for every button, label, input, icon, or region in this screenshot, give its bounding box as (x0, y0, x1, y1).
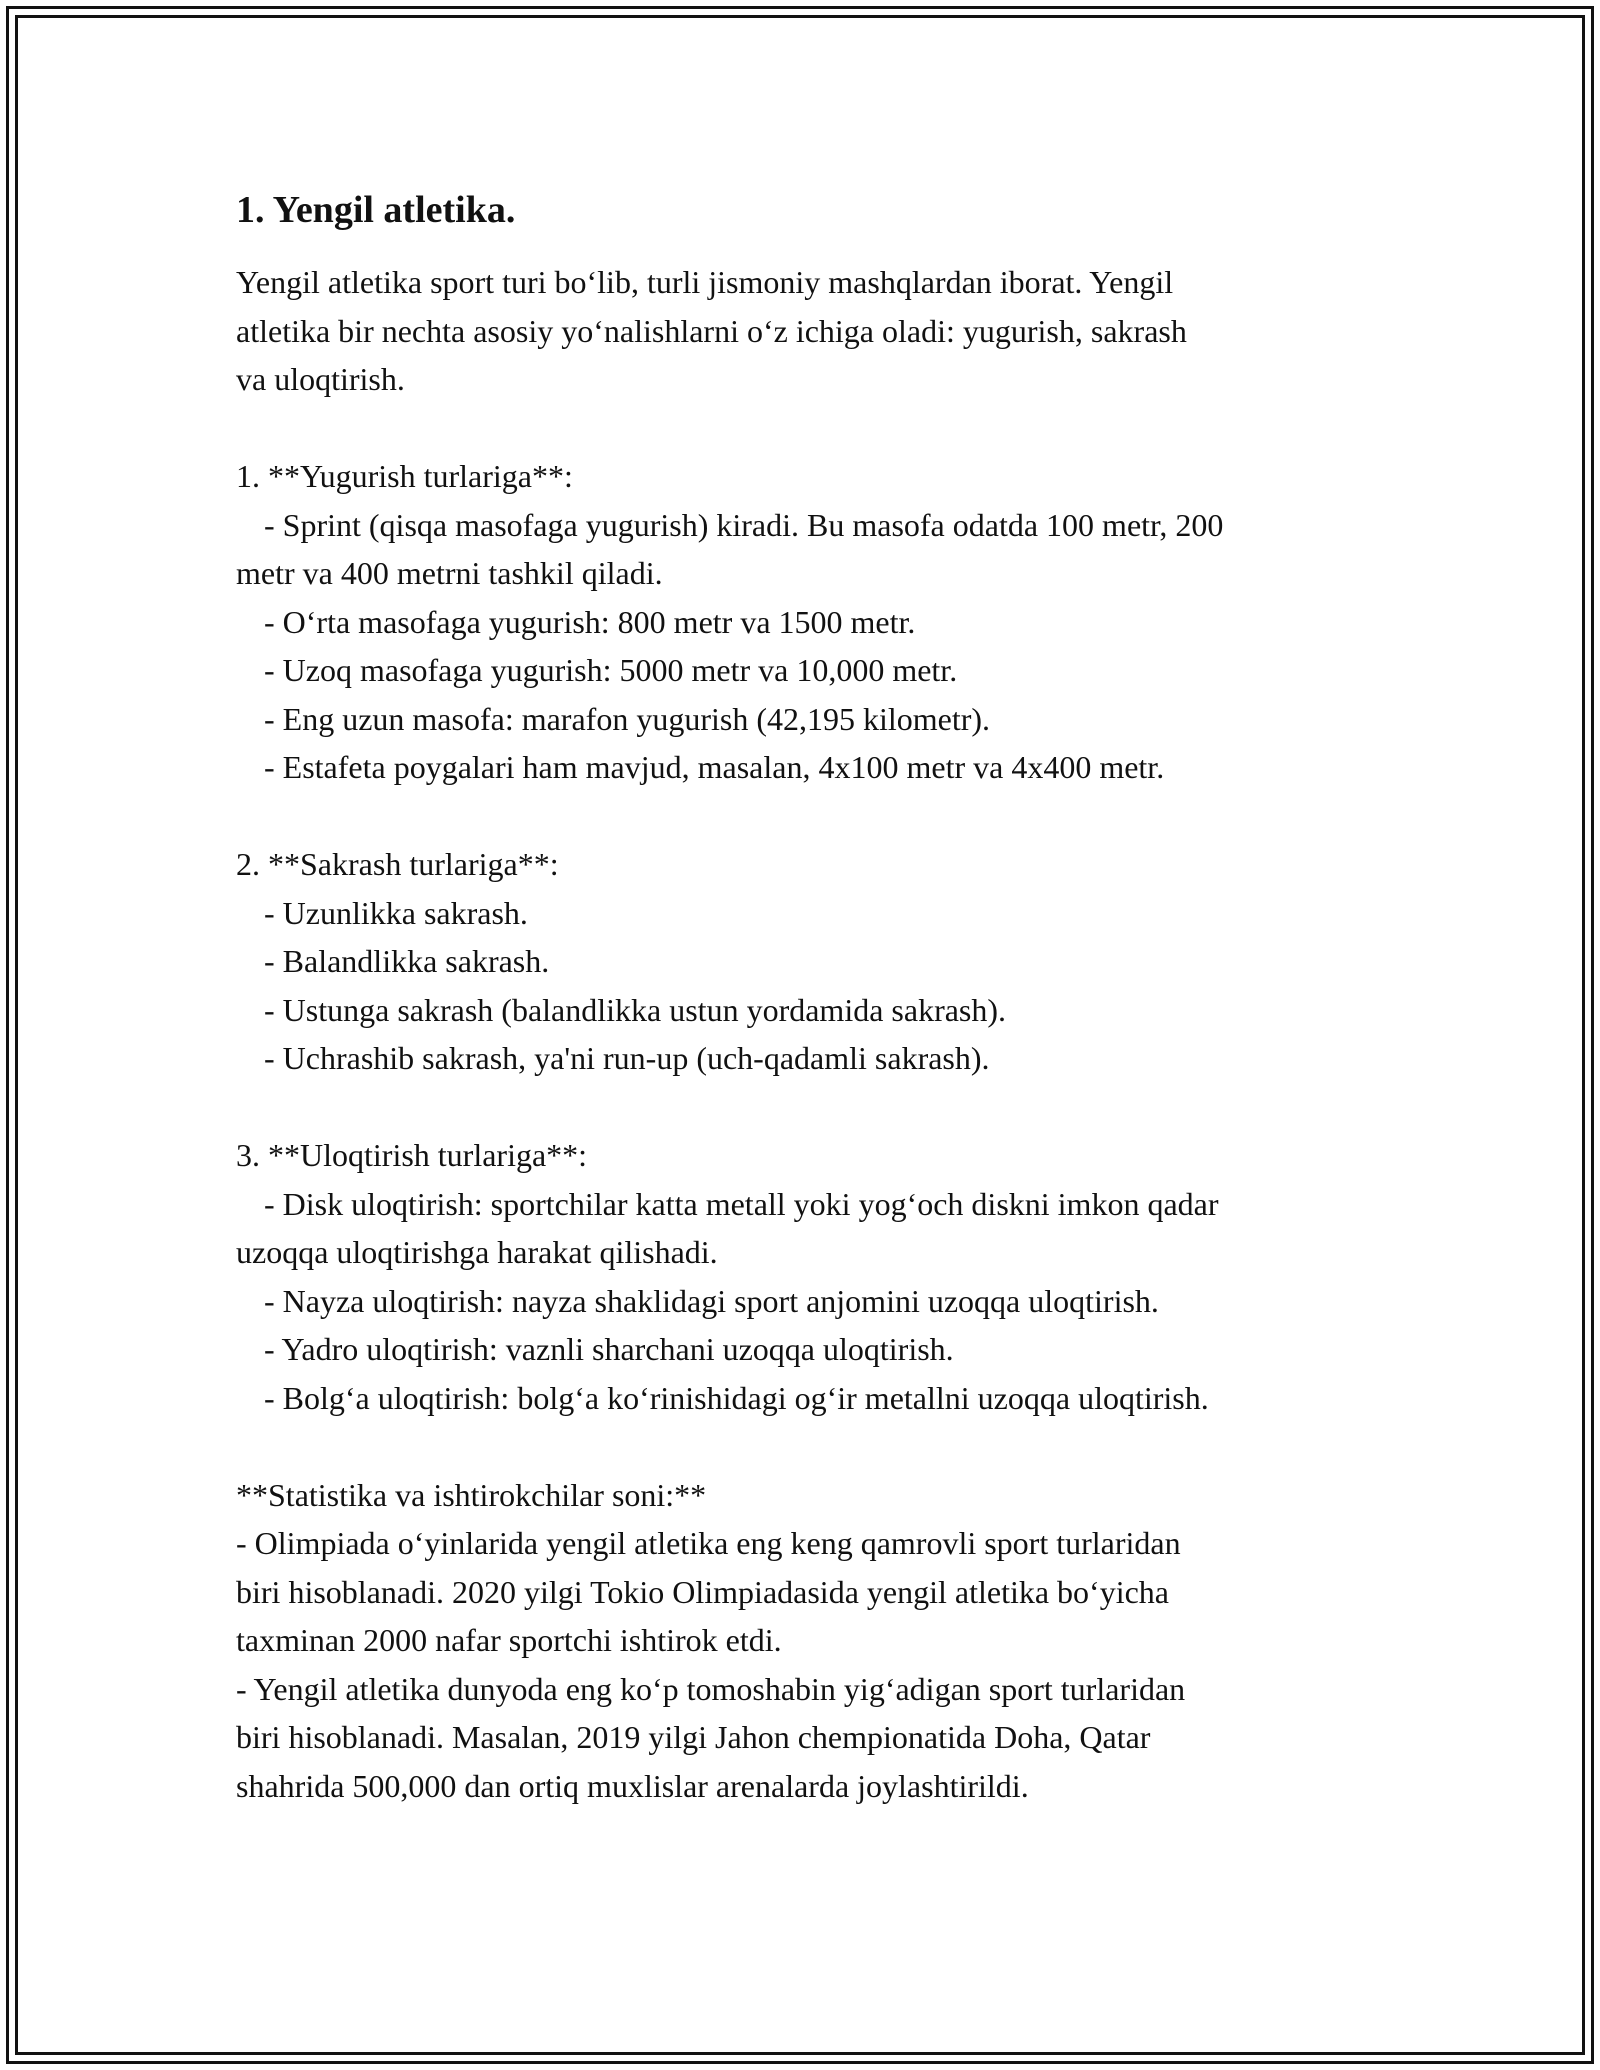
list-item: - Sprint (qisqa masofaga yugurish) kiradi. Bu masofa odatda 100 metr, 200 (264, 506, 1224, 543)
list-item: - Uzoq masofaga yugurish: 5000 metr va 10,000 metr. (264, 652, 958, 688)
intro-line: Yengil atletika sport turi bo‘lib, turli jismoniy mashqlardan iborat. Yengil (236, 264, 1174, 300)
list-item: - Estafeta poygalari ham mavjud, masalan, 4x100 metr va 4x400 metr. (264, 749, 1165, 785)
stat-line: shahrida 500,000 dan ortiq muxlislar arenalarda joylashtirildi. (236, 1767, 1029, 1804)
section-heading: 3. **Uloqtirish turlariga**: (236, 1137, 588, 1173)
intro-line: atletika bir nechta asosiy yo‘nalishlarni o‘z ichiga oladi: yugurish, sakrash (236, 312, 1187, 349)
list-item-continuation: uzoqqa uloqtirishga harakat qilishadi. (236, 1234, 718, 1270)
list-item: - Eng uzun masofa: marafon yugurish (42,195 kilometr). (264, 700, 991, 737)
section-heading: **Statistika va ishtirokchilar soni:** (236, 1476, 707, 1513)
stat-line: biri hisoblanadi. 2020 yilgi Tokio Olimpiadasida yengil atletika bo‘yicha (236, 1573, 1169, 1610)
section-running (236, 452, 1386, 792)
section-statistics (236, 1471, 1386, 1811)
list-item: - Disk uloqtirish: sportchilar katta metall yoki yog‘och diskni imkon qadar (264, 1185, 1219, 1222)
list-item: - Nayza uloqtirish: nayza shaklidagi sport anjomini uzoqqa uloqtirish. (264, 1282, 1159, 1319)
list-item: - Ustunga sakrash (balandlikka ustun yordamida sakrash). (264, 991, 1007, 1028)
intro-line: va uloqtirish. (236, 361, 405, 397)
intro-paragraph (236, 258, 1386, 404)
list-item: - Uchrashib sakrash, ya'ni run-up (uch-qadamli sakrash). (264, 1040, 990, 1076)
spacer (236, 792, 1386, 841)
document-body (236, 186, 1386, 1810)
section-heading: 2. **Sakrash turlariga**: (236, 846, 559, 882)
list-item: - Bolg‘a uloqtirish: bolg‘a ko‘rinishidagi og‘ir metallni uzoqqa uloqtirish. (264, 1379, 1209, 1416)
spacer (236, 404, 1386, 453)
spacer (236, 1083, 1386, 1132)
list-item: - Uzunlikka sakrash. (264, 894, 528, 931)
stat-line: biri hisoblanadi. Masalan, 2019 yilgi Jahon chempionatida Doha, Qatar (236, 1719, 1151, 1755)
section-throwing (236, 1131, 1386, 1422)
spacer (236, 1422, 1386, 1471)
list-item: - Balandlikka sakrash. (264, 943, 550, 979)
stat-line: taxminan 2000 nafar sportchi ishtirok etdi. (236, 1622, 782, 1658)
list-item-continuation: metr va 400 metrni tashkil qiladi. (236, 555, 663, 591)
document-title: 1. Yengil atletika. (236, 189, 516, 231)
section-jumping (236, 840, 1386, 1083)
stat-line: - Yengil atletika dunyoda eng ko‘p tomoshabin yig‘adigan sport turlaridan (236, 1670, 1186, 1707)
list-item: - O‘rta masofaga yugurish: 800 metr va 1500 metr. (264, 603, 916, 640)
section-heading: 1. **Yugurish turlariga**: (236, 458, 573, 494)
stat-line: - Olimpiada o‘yinlarida yengil atletika eng keng qamrovli sport turlaridan (236, 1525, 1181, 1561)
list-item: - Yadro uloqtirish: vaznli sharchani uzoqqa uloqtirish. (264, 1331, 954, 1367)
